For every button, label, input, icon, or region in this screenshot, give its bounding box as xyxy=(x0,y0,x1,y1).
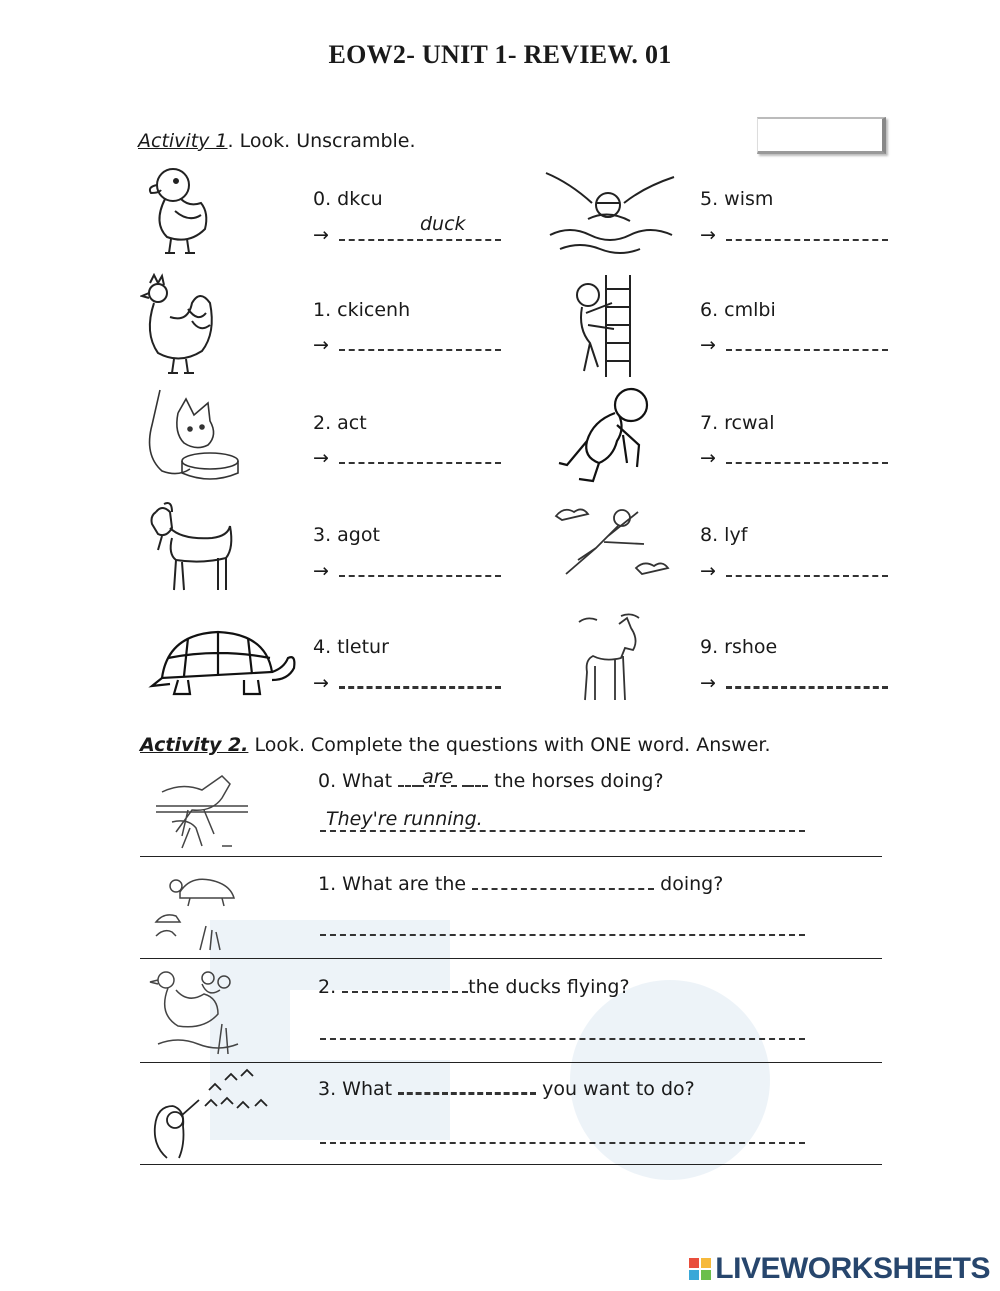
goat-picture xyxy=(142,498,237,598)
unscramble-item-6: 6. cmlbi xyxy=(700,299,776,321)
arrow-icon: → xyxy=(700,224,716,246)
answer-row-2 xyxy=(313,447,501,469)
girl-birds-picture xyxy=(145,1066,275,1162)
arrow-icon: → xyxy=(700,672,716,694)
unscramble-item-8: 8. lyf xyxy=(700,524,748,546)
answer-row-1 xyxy=(313,334,501,356)
answer-row-9 xyxy=(700,672,888,694)
unscramble-item-7: 7. rcwal xyxy=(700,412,775,434)
logo-text: LIVEWORKSHEETS xyxy=(715,1252,990,1285)
swimmer-picture xyxy=(540,163,680,261)
activity-1-heading xyxy=(138,130,416,152)
unscramble-item-1: 1. ckicenh xyxy=(313,299,411,321)
answer-row-6 xyxy=(700,334,888,356)
logo-blocks-icon xyxy=(689,1258,711,1280)
answer-row-4 xyxy=(313,672,501,694)
fill-blank-3[interactable] xyxy=(398,1082,536,1095)
answer-value-0: duck xyxy=(420,213,466,235)
arrow-icon: → xyxy=(313,224,329,246)
unscramble-item-9: 9. rshoe xyxy=(700,636,778,658)
answer-row-3 xyxy=(313,560,501,582)
answer-line-9[interactable] xyxy=(726,676,888,689)
fill-blank-2[interactable] xyxy=(342,981,468,993)
unscramble-item-3: 3. agot xyxy=(313,524,380,546)
turtle-picture xyxy=(148,628,298,700)
duck-picture xyxy=(145,163,215,258)
hen-picture xyxy=(140,273,220,378)
climber-picture xyxy=(570,273,640,378)
cat-picture xyxy=(138,385,248,485)
worksheet-title: EOW2- UNIT 1- REVIEW. 01 xyxy=(328,40,672,69)
answer-line-q1[interactable] xyxy=(320,922,805,936)
unscramble-item-2: 2. act xyxy=(313,412,367,434)
arrow-icon: → xyxy=(313,334,329,356)
liveworksheets-logo[interactable] xyxy=(689,1252,990,1286)
activity-2-instruction: Look. Complete the questions with ONE word. Answer. xyxy=(248,734,771,756)
arrow-icon: → xyxy=(700,447,716,469)
activity-1-label: Activity 1 xyxy=(138,130,228,152)
answer-line-8[interactable] xyxy=(726,565,888,577)
fill-value-0: are xyxy=(422,766,454,788)
arrow-icon: → xyxy=(313,560,329,582)
ducks-picture xyxy=(148,964,248,1056)
question-0: 0. What are the horses doing? xyxy=(318,766,664,792)
unscramble-item-5: 5. wism xyxy=(700,188,774,210)
arrow-icon: → xyxy=(313,672,329,694)
row-divider xyxy=(140,1062,882,1063)
arrow-icon: → xyxy=(700,334,716,356)
question-2: 2. the ducks flying? xyxy=(318,976,630,998)
answer-line-6[interactable] xyxy=(726,339,888,351)
score-box[interactable] xyxy=(757,117,886,154)
unscramble-item-0: 0. dkcu xyxy=(313,188,383,210)
question-3: 3. What you want to do? xyxy=(318,1078,695,1100)
running-horses-picture xyxy=(152,762,252,854)
fill-blank-1[interactable] xyxy=(472,878,654,890)
arrow-icon: → xyxy=(313,447,329,469)
turtles-picture xyxy=(150,866,250,956)
answer-row-7 xyxy=(700,447,888,469)
flying-boy-picture xyxy=(548,498,670,590)
activity-2-label: Activity 2. xyxy=(140,734,249,756)
answer-line-5[interactable] xyxy=(726,229,888,241)
answer-line-3[interactable] xyxy=(339,565,501,577)
row-divider xyxy=(140,1164,882,1165)
unscramble-item-4: 4. tletur xyxy=(313,636,389,658)
answer-line-7[interactable] xyxy=(726,452,888,464)
activity-1-instruction: . Look. Unscramble. xyxy=(227,130,416,152)
answer-line-2[interactable] xyxy=(339,452,501,464)
answer-row-8 xyxy=(700,560,888,582)
arrow-icon: → xyxy=(700,560,716,582)
crawling-baby-picture xyxy=(553,385,663,485)
answer-value-q0: They're running. xyxy=(326,808,483,830)
question-1: 1. What are the doing? xyxy=(318,873,724,895)
answer-line-q3[interactable] xyxy=(320,1130,805,1144)
horse-picture xyxy=(575,610,647,708)
activity-2-heading xyxy=(140,734,771,756)
row-divider xyxy=(140,856,882,857)
answer-line-q2[interactable] xyxy=(320,1026,805,1040)
answer-line-1[interactable] xyxy=(339,339,501,351)
answer-row-5 xyxy=(700,224,888,246)
answer-row-0 xyxy=(313,224,501,246)
row-divider xyxy=(140,958,882,959)
answer-line-4[interactable] xyxy=(339,676,501,689)
